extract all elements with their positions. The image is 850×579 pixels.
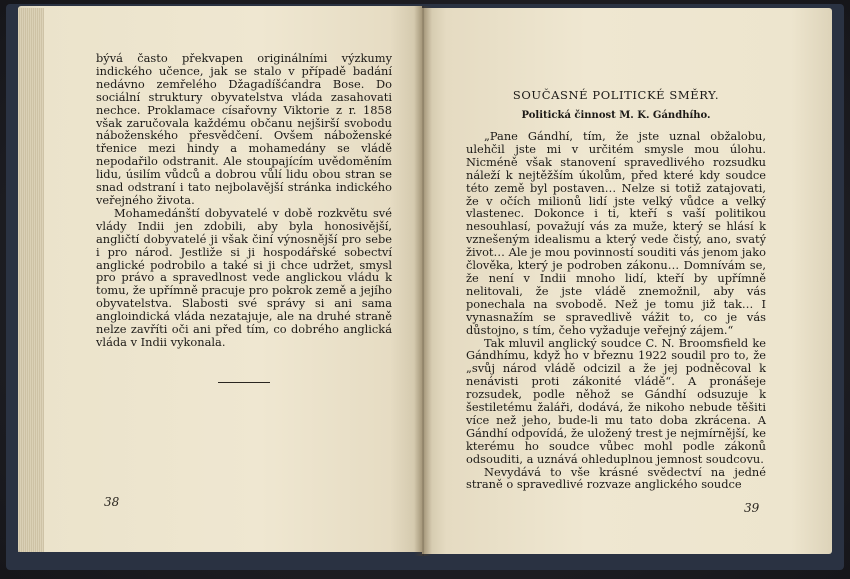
left-paragraph: bývá často překvapen originálními výzkumy indického učence, jak se stalo v případě badání nedávno zemřelého Džagadíšćandra Bose. Do sociální struktury obyvatelstva vláda zasahovati nechce. Proklamace císařovny Viktorie z r. 1858 však zaručovala každému občanu nejširší svobodu náboženského přesvědčení. Ovšem náboženské třenice mezi hindy a mohamedány se vládě nepodařilo odstranit. Ale stoupajícím uvědoměním lidu, úsilím vůdců a dobrou vůlí lidu obou stran se snad odstraní i tato nejbolavější stránka indického veřejného života. [96,51,392,207]
right-paragraph: Nevydává to vše krásné svědectví na jedné straně o spravedlivé rozvaze anglického soudce [466,464,766,492]
book-gutter [414,6,432,556]
left-paragraph: Mohamedánští dobyvatelé v době rozkvětu své vlády Indii jen zdobili, aby byla honosivější, angličtí dobyvatelé ji však činí výnosnější pro sebe i pro národ. Jestliže si ji hospodářské sobectví anglické podrobilo a také si ji chce udržet, smysl pro právo a spravedlnost vede anglickou vládu k tomu, že upřímně pracuje pro pokrok země a jejího obyvatelstva. Slabosti své správy si ani sama angloindická vláda nezatajuje, ale na druhé straně nelze zavříti oči ani před tím, co dobrého anglická vláda v Indii vykonala. [96,205,392,349]
page-number-left: 38 [104,495,120,509]
right-paragraph: Tak mluvil anglický soudce C. N. Broomsfield ke Gándhímu, když ho v březnu 1922 soudil pro to, že „svůj národ vládě odcizil a že jej podněcoval k nenávisti proti zákonité vládě“. A pronášeje rozsudek, podle něhož se Gándhí odsuzuje k šestiletému žaláři, dodává, že nikoho nebude těšiti více než jeho, bude-li mu tato doba zkrácena. A Gándhí odpovídá, že uložený trest je nejmírnější, ke kterému ho soudce vůbec mohl podle zákonů odsouditi, a uznává ohleduplnou jemnost soudcovu. [466,335,766,466]
page-number-right: 39 [744,501,760,515]
section-divider [218,382,270,383]
chapter-title: SOUČASNÉ POLITICKÉ SMĚRY. [512,88,720,102]
section-title: Politická činnost M. K. Gándhího. [521,110,711,121]
left-page-text [96,52,392,349]
right-page-text [466,130,766,491]
right-paragraph: „Pane Gándhí, tím, že jste uznal obžalobu, ulehčil jste mi v určitém smysle mou úlohu. Nicméně však stanovení spravedlivého rozsudku náleží k nejtěžším úkolům, před které kdy soudce této země byl postaven… Nelze si totiž zatajovati, že v očích milionů lidí jste velký vůdce a velký vlastenec. Dokonce i ti, kteří s vaší politikou nesouhlasí, považují vás za muže, který se hlásí k vznešeným idealismu a který vede čistý, ano, svatý život… Ale je mou povinností souditi vás jenom jako člověka, který je podroben zákonu… Domnívám se, že není v Indii mnoho lidí, kteří by upřímně nelitovali, že jste vládě znemožnil, aby vás ponechala na svobodě. Než je tomu již tak… I vynasnažím se spravedlivě vážit to, co je vás důstojno, s tím, čeho vyžaduje veřejný zájem.“ [466,129,766,337]
page-edges [18,8,44,552]
